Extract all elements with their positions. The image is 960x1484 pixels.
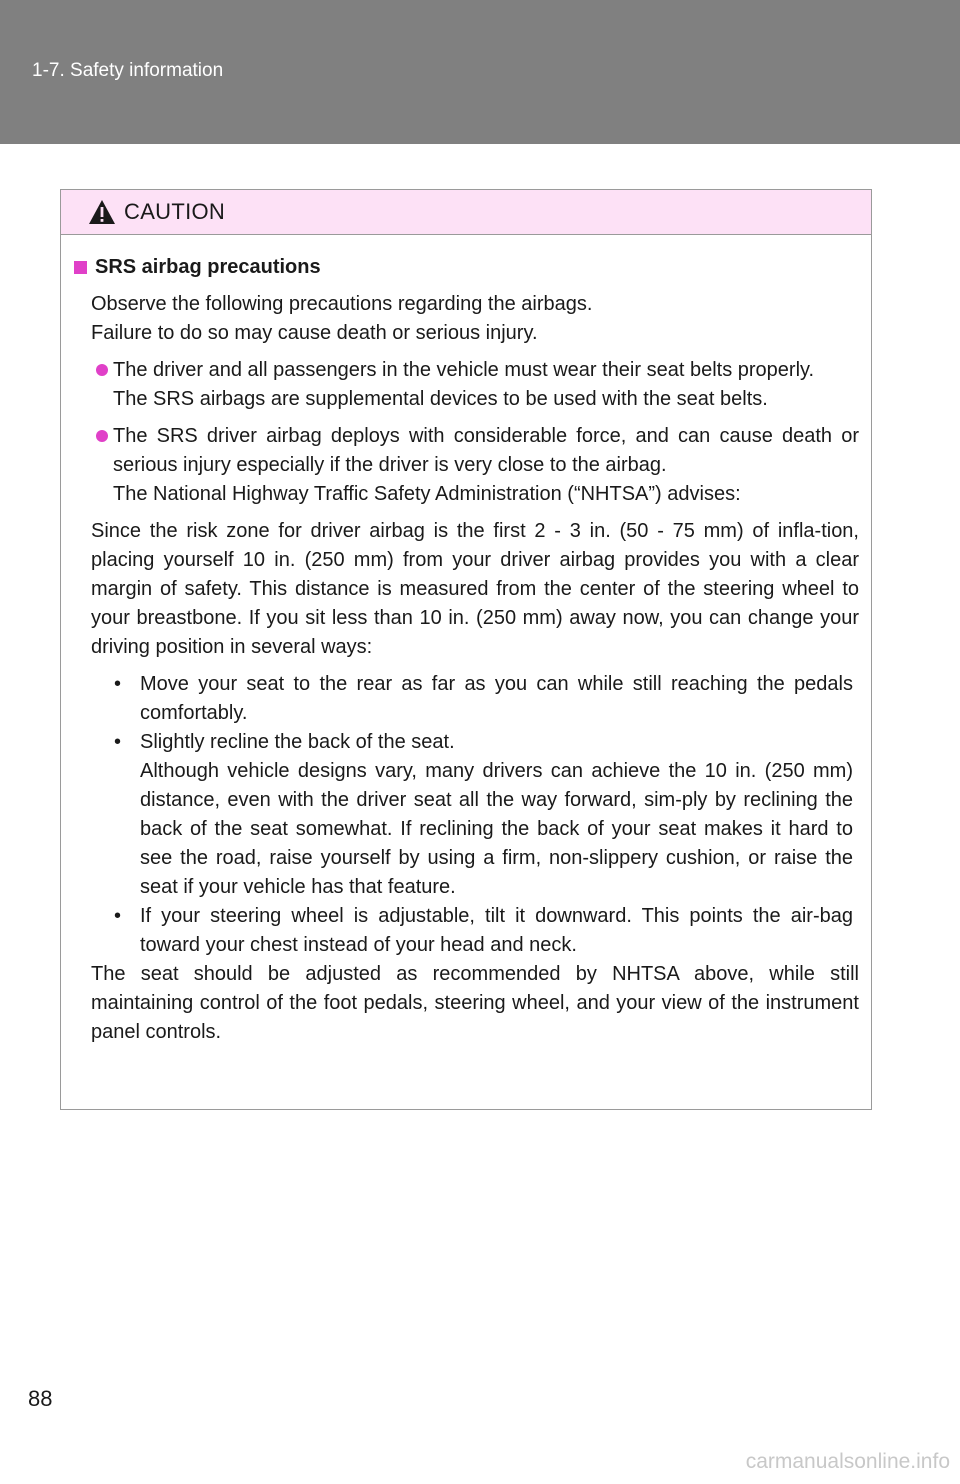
list-item [74, 356, 859, 414]
way-main-text: Slightly recline the back of the seat. [140, 731, 455, 753]
caution-heading-text: SRS airbag precautions [95, 256, 321, 278]
intro-paragraph [74, 290, 859, 348]
list-item [74, 670, 859, 728]
page-number: 88 [28, 1386, 53, 1411]
caution-box [60, 189, 872, 1110]
dot-bullet-icon: • [114, 731, 122, 753]
list-item [74, 422, 859, 509]
list-item-line-2: The National Highway Traffic Safety Administration (“NHTSA”) advises: [113, 483, 741, 505]
section-title: 1-7. Safety information [32, 60, 224, 81]
list-item [74, 902, 859, 960]
warning-triangle-icon [86, 196, 118, 228]
list-item-line-1: The SRS driver airbag deploys with considerable force, and can cause death or serious injury especially if the driver is very close to the airbag. [113, 425, 859, 476]
way-main-text: If your steering wheel is adjustable, tilt it downward. This points the air-bag toward your chest instead of your head and neck. [140, 905, 853, 956]
circle-bullet-icon [96, 364, 108, 376]
caution-label: CAUTION [124, 199, 226, 224]
header-band [0, 0, 960, 144]
risk-paragraph: Since the risk zone for driver airbag is the first 2 - 3 in. (50 - 75 mm) of infla-tion, placing yourself 10 in. (250 mm) from your driver airbag provides you with a clear margin of safety. This distance is measured from the center of the steering wheel to your breastbone. If you sit less than 10 in. (250 mm) away now, you can change your driving position in several ways: [91, 520, 859, 658]
list-item-line-2: The SRS airbags are supplemental devices to be used with the seat belts. [113, 388, 768, 410]
way-main-text: Move your seat to the rear as far as you can while still reaching the pedals comfortably. [140, 673, 853, 724]
caution-body [61, 235, 871, 1047]
way-detail-text: Although vehicle designs vary, many drivers can achieve the 10 in. (250 mm) distance, even with the driver seat all the way forward, sim-ply by reclining the back of the seat somewhat. If reclining the back of your seat makes it hard to see the road, raise yourself by using a firm, non-slippery cushion, or raise the seat if your vehicle has that feature. [140, 760, 853, 898]
list-item [74, 728, 859, 902]
list-item-line-1: The driver and all passengers in the vehicle must wear their seat belts properly. [113, 359, 815, 381]
closing-paragraph: The seat should be adjusted as recommended by NHTSA above, while still maintaining control of the foot pedals, steering wheel, and your view of the instrument panel controls. [91, 963, 859, 1043]
dot-bullet-icon: • [114, 673, 122, 695]
ways-list [74, 670, 859, 960]
caution-header [61, 190, 871, 235]
caution-heading [74, 253, 859, 282]
intro-line-2: Failure to do so may cause death or serious injury. [91, 322, 538, 344]
watermark: carmanualsonline.info [745, 1450, 950, 1473]
intro-line-1: Observe the following precautions regarding the airbags. [91, 293, 593, 315]
dot-bullet-icon: • [114, 905, 122, 927]
circle-bullet-icon [96, 430, 108, 442]
square-bullet-icon [74, 261, 87, 274]
